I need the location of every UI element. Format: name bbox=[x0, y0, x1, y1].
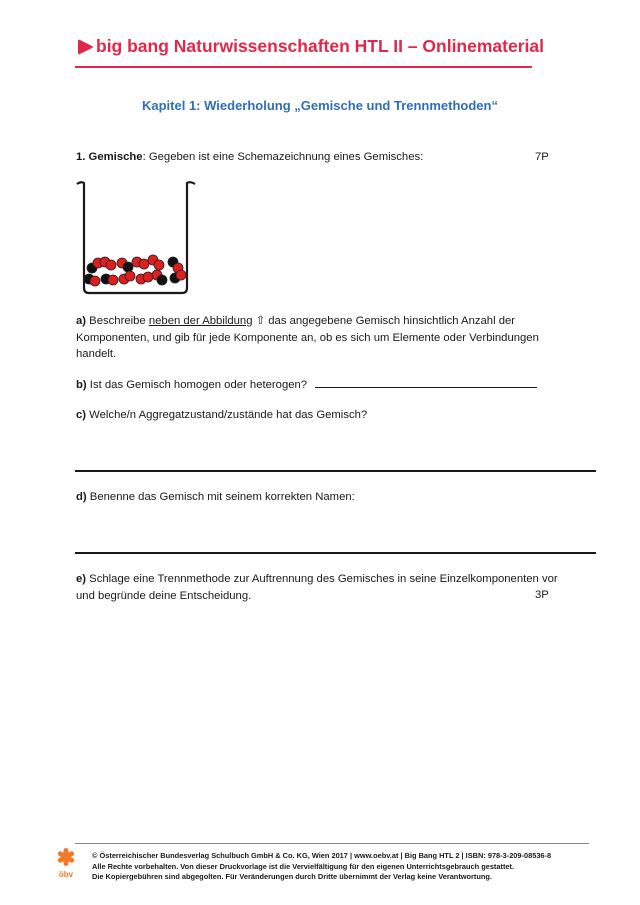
task-e-label: e) bbox=[76, 573, 87, 585]
particle-pair bbox=[84, 274, 100, 286]
task-c bbox=[76, 407, 367, 424]
particle-pair bbox=[170, 270, 186, 283]
red-particle bbox=[176, 270, 186, 280]
footer-line1: © Österreichischer Bundesverlag Schulbuch GmbH & Co. KG, Wien 2017 | www.oebv.at | Big Bang HTL 2 | ISBN: 978-3-209-08536-8 bbox=[92, 851, 552, 860]
task-a bbox=[76, 313, 576, 363]
task-e-line1: Schlage eine Trennmethode zur Auftrennung des Gemisches in seine Einzelkomponenten vor bbox=[86, 573, 558, 585]
particle-pair bbox=[101, 274, 118, 285]
task-b-answer-line[interactable] bbox=[315, 376, 537, 388]
chapter-title: Kapitel 1: Wiederholung „Gemische und Trennmethoden“ bbox=[142, 98, 498, 113]
task-c-text: Welche/n Aggregatzustand/zustände hat das Gemisch? bbox=[86, 409, 368, 421]
task-a-line2: Komponenten, und gib für jede Komponente an, ob es sich um Elemente oder Verbindungen bbox=[76, 331, 539, 344]
task-d-label: d) bbox=[76, 491, 87, 503]
task-b-text: Ist das Gemisch homogen oder heterogen? bbox=[86, 379, 308, 391]
particle-pair bbox=[117, 258, 133, 272]
task1-points: 7P bbox=[535, 151, 549, 163]
footer-text bbox=[92, 851, 551, 883]
footer-divider bbox=[75, 843, 589, 844]
task-d bbox=[76, 489, 355, 506]
red-particle bbox=[108, 275, 118, 285]
particle-pair bbox=[119, 271, 135, 284]
task-d-answer-line[interactable] bbox=[75, 552, 596, 554]
red-particle bbox=[139, 259, 149, 269]
task-e bbox=[76, 571, 596, 604]
task-b-label: b) bbox=[76, 379, 87, 391]
red-particle bbox=[143, 272, 153, 282]
task1-intro: : Gegeben ist eine Schemazeichnung eines Gemisches: bbox=[142, 151, 424, 163]
particle-pair bbox=[136, 272, 153, 284]
header-title: big bang Naturwissenschaften HTL II – Onlinematerial bbox=[96, 36, 544, 56]
task-a-line3: handelt. bbox=[76, 348, 117, 360]
task-c-label: c) bbox=[76, 409, 87, 421]
task1-heading bbox=[76, 149, 423, 166]
black-particle bbox=[123, 262, 133, 272]
oebv-logo bbox=[50, 845, 82, 881]
particle-pair bbox=[100, 257, 116, 270]
task-a-underlined: neben der Abbildung bbox=[148, 315, 253, 327]
particle-pair bbox=[148, 255, 164, 270]
red-particle bbox=[154, 260, 164, 270]
particles bbox=[84, 255, 186, 286]
mixture-beaker-figure bbox=[75, 178, 200, 300]
red-particle bbox=[106, 260, 116, 270]
task-a-line1-rest: das angegebene Gemisch hinsichtlich Anzahl der bbox=[265, 315, 516, 327]
footer-line3: Die Kopiergebühren sind abgegolten. Für Veränderungen durch Dritte übernimmt der Verlag keine Verantwortung. bbox=[92, 872, 492, 882]
logo-text: öbv bbox=[58, 870, 74, 879]
up-arrow-icon: ⇧ bbox=[255, 315, 266, 327]
red-particle bbox=[125, 271, 135, 281]
task-e-line2: und begründe deine Entscheidung. bbox=[76, 589, 252, 602]
black-particle bbox=[157, 275, 167, 285]
particle-pair bbox=[152, 270, 167, 285]
red-particle bbox=[90, 276, 100, 286]
task-a-label: a) bbox=[76, 315, 87, 327]
task1-number: 1. Gemische bbox=[76, 151, 143, 163]
header-divider bbox=[75, 66, 532, 68]
play-triangle-icon bbox=[76, 39, 94, 55]
task-d-text: Benenne das Gemisch mit seinem korrekten Namen: bbox=[86, 491, 355, 503]
task-a-text-before: Beschreibe bbox=[86, 315, 149, 327]
task-b bbox=[76, 376, 537, 394]
task-c-answer-line[interactable] bbox=[75, 470, 596, 472]
particle-pair bbox=[132, 257, 149, 269]
footer-line2: Alle Rechte vorbehalten. Von dieser Druckvorlage ist die Vervielfältigung für den eigenen Unterrichtsgebrauch gestattet. bbox=[92, 861, 515, 871]
task-e-points: 3P bbox=[535, 589, 549, 601]
